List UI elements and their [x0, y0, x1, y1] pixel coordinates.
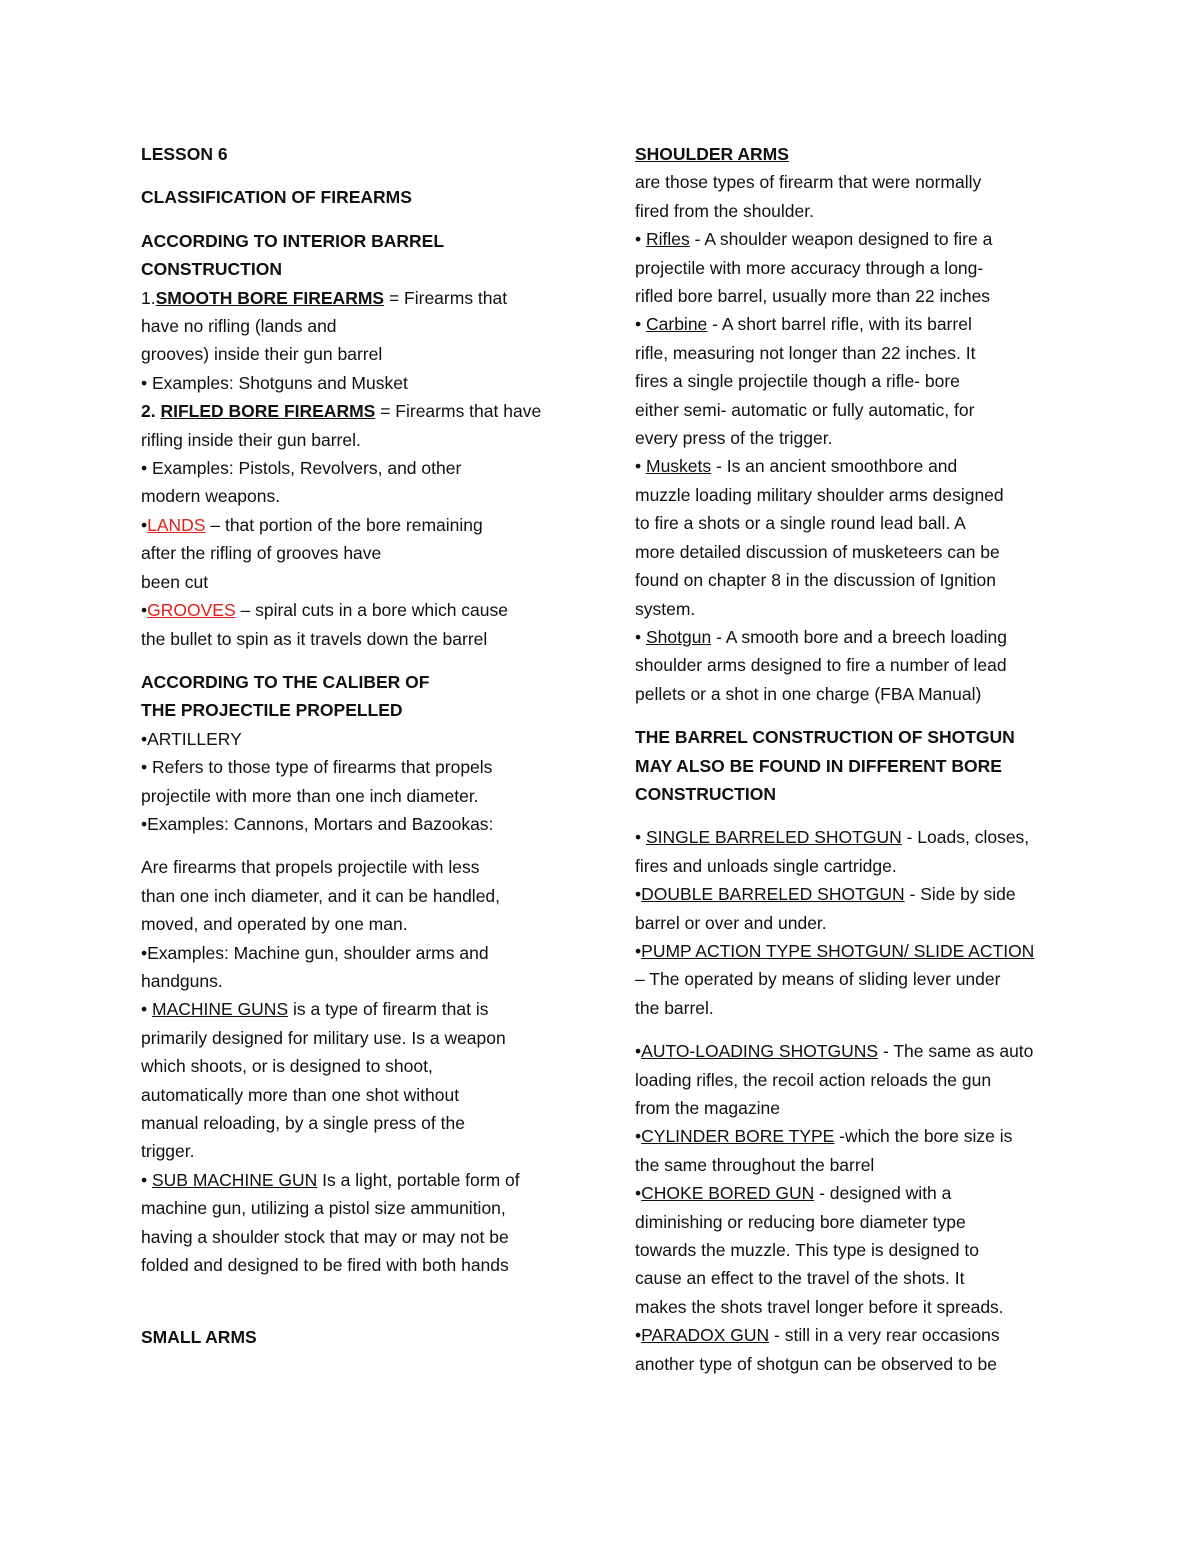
item-number: 2. [141, 401, 161, 422]
caliber-heading-line: THE PROJECTILE PROPELLED [141, 700, 403, 721]
bullet: • [635, 1126, 642, 1147]
entry-text: diminishing or reducing bore diameter type [635, 1211, 966, 1232]
interior-heading-line: CONSTRUCTION [141, 259, 282, 280]
bullet: • [635, 456, 646, 477]
entry-text: rifle, measuring not longer than 22 inches. It [635, 342, 976, 363]
entry-text: makes the shots travel longer before it spreads. [635, 1296, 1004, 1317]
entry-text: fires and unloads single cartridge. [635, 855, 897, 876]
interior-heading-line: ACCORDING TO INTERIOR BARREL [141, 230, 445, 251]
entry-text: rifled bore barrel, usually more than 22 inches [635, 286, 991, 307]
entry-text: manual reloading, by a single press of the [141, 1113, 465, 1133]
entry-text: projectile with more accuracy through a long- [635, 257, 984, 278]
entry-text: machine gun, utilizing a pistol size ammunition, [141, 1198, 506, 1219]
entry-text: loading rifles, the recoil action reloads the gun [635, 1069, 992, 1090]
bullet: • [635, 626, 646, 647]
entry-text: from the magazine [635, 1098, 780, 1118]
single-barreled-term: SINGLE BARRELED SHOTGUN [646, 827, 902, 848]
entry-text: is a type of firearm that is [288, 999, 489, 1020]
entry-text: - Side by side [904, 884, 1016, 905]
muskets-term: Muskets [646, 456, 712, 477]
entry-text: more detailed discussion of musketeers can be [635, 541, 1000, 562]
entry-text: = Firearms that have [375, 401, 542, 422]
entry-text: - A short barrel rifle, with its barrel [707, 314, 972, 335]
bullet: • [141, 999, 152, 1020]
auto-loading-entry [635, 1037, 1067, 1065]
entry-text: barrel or over and under. [635, 912, 827, 933]
entry-text: shoulder arms designed to fire a number of lead [635, 655, 1007, 676]
grooves-entry [141, 596, 573, 624]
entry-text: towards the muzzle. This type is designed to [635, 1240, 980, 1261]
rifled-bore-entry [141, 397, 573, 425]
barrel-heading-line: THE BARREL CONSTRUCTION OF SHOTGUN [635, 727, 1015, 748]
lands-entry [141, 511, 573, 539]
sub-machine-gun-term: SUB MACHINE GUN [152, 1169, 318, 1190]
classification-heading: CLASSIFICATION OF FIREARMS [141, 187, 412, 208]
entry-text: - designed with a [814, 1183, 952, 1204]
entry-text: Is a light, portable form of [317, 1169, 520, 1190]
entry-text: primarily designed for military use. Is a weapon [141, 1027, 506, 1048]
small-arms-desc-line: handguns. [141, 970, 223, 991]
entry-text: after the rifling of grooves have [141, 543, 382, 564]
entry-text: to fire a shots or a single round lead ball. A [635, 513, 966, 534]
barrel-heading-line: MAY ALSO BE FOUND IN DIFFERENT BORE [635, 755, 1002, 776]
bullet: • [635, 884, 642, 905]
machine-guns-entry [141, 995, 573, 1023]
paradox-gun-term: PARADOX GUN [641, 1325, 770, 1346]
entry-text: the barrel. [635, 997, 714, 1018]
cylinder-bore-entry [635, 1122, 1067, 1150]
entry-text: = Firearms that [384, 287, 508, 308]
lesson-title: LESSON 6 [141, 144, 228, 164]
single-barreled-entry [635, 823, 1067, 851]
left-column [141, 140, 573, 1352]
bullet: • [635, 1325, 642, 1346]
entry-text: pellets or a shot in one charge (FBA Manual) [635, 683, 982, 704]
small-arms-desc-line: than one inch diameter, and it can be handled, [141, 885, 501, 906]
small-arms-heading: SMALL ARMS [141, 1327, 257, 1348]
entry-text: - still in a very rear occasions [769, 1325, 1000, 1346]
bullet: • [141, 1169, 152, 1190]
bullet: • [141, 514, 148, 535]
entry-text: – The operated by means of sliding lever under [635, 969, 1001, 990]
bullet: • [635, 1041, 642, 1062]
shotgun-entry [635, 623, 1067, 651]
entry-text: fired from the shoulder. [635, 200, 814, 221]
choke-bored-term: CHOKE BORED GUN [641, 1183, 815, 1204]
small-arms-desc-line: •Examples: Machine gun, shoulder arms and [141, 942, 489, 963]
bullet: • [141, 600, 148, 621]
item-number: 1. [141, 287, 156, 308]
entry-text: have no rifling (lands and [141, 316, 337, 337]
auto-loading-term: AUTO-LOADING SHOTGUNS [641, 1041, 879, 1062]
example-line: • Examples: Pistols, Revolvers, and other [141, 458, 462, 479]
entry-text: folded and designed to be fired with both hands [141, 1255, 509, 1276]
entry-text: muzzle loading military shoulder arms designed [635, 484, 1004, 505]
entry-text: another type of shotgun can be observed to be [635, 1353, 997, 1374]
entry-text: the same throughout the barrel [635, 1154, 875, 1175]
double-barreled-entry [635, 880, 1067, 908]
rifles-entry [635, 225, 1067, 253]
entry-text: - A smooth bore and a breech loading [711, 626, 1007, 647]
entry-text: system. [635, 598, 696, 619]
entry-text: cause an effect to the travel of the shots. It [635, 1268, 965, 1289]
rifled-bore-term: RIFLED BORE FIREARMS [160, 401, 376, 422]
artillery-line: •ARTILLERY [141, 728, 242, 749]
carbine-entry [635, 310, 1067, 338]
small-arms-desc-line: moved, and operated by one man. [141, 914, 408, 935]
entry-text: automatically more than one shot without [141, 1084, 460, 1105]
entry-text: the bullet to spin as it travels down the barrel [141, 628, 488, 649]
muskets-entry [635, 452, 1067, 480]
shoulder-arms-heading: SHOULDER ARMS [635, 144, 789, 164]
entry-text: - The same as auto [878, 1041, 1034, 1062]
grooves-term: GROOVES [147, 600, 236, 621]
entry-text: having a shoulder stock that may or may not be [141, 1226, 509, 1247]
bullet: • [635, 314, 646, 335]
entry-text: which shoots, or is designed to shoot, [141, 1056, 433, 1077]
entry-text: rifling inside their gun barrel. [141, 429, 361, 450]
entry-text: – that portion of the bore remaining [205, 514, 483, 535]
rifles-term: Rifles [646, 229, 690, 250]
pump-action-term: PUMP ACTION TYPE SHOTGUN/ SLIDE ACTION [641, 940, 1035, 961]
double-barreled-term: DOUBLE BARRELED SHOTGUN [641, 884, 905, 905]
pump-action-entry [635, 937, 1067, 965]
artillery-line: • Refers to those type of firearms that propels [141, 757, 493, 778]
right-column [635, 140, 1067, 1378]
sub-machine-gun-entry [141, 1166, 573, 1194]
small-arms-desc-line: Are firearms that propels projectile with less [141, 857, 480, 878]
entry-text: - A shoulder weapon designed to fire a [689, 229, 993, 250]
bullet: • [635, 229, 646, 250]
entry-text: found on chapter 8 in the discussion of Ignition [635, 570, 996, 591]
barrel-heading-line: CONSTRUCTION [635, 783, 776, 804]
entry-text: -which the bore size is [834, 1126, 1013, 1147]
lands-term: LANDS [147, 514, 206, 535]
artillery-line: projectile with more than one inch diameter. [141, 785, 479, 806]
smooth-bore-term: SMOOTH BORE FIREARMS [155, 287, 385, 308]
bullet: • [635, 940, 642, 961]
carbine-term: Carbine [646, 314, 708, 335]
entry-text: trigger. [141, 1141, 195, 1162]
smooth-bore-entry [141, 284, 573, 312]
entry-text: been cut [141, 571, 209, 592]
entry-text: are those types of firearm that were normally [635, 172, 982, 193]
entry-text: - Is an ancient smoothbore and [711, 456, 958, 477]
bullet: • [635, 1183, 642, 1204]
bullet: • [635, 827, 646, 848]
choke-bored-entry [635, 1179, 1067, 1207]
example-line: • Examples: Shotguns and Musket [141, 372, 408, 393]
entry-text: – spiral cuts in a bore which cause [235, 600, 509, 621]
artillery-line: •Examples: Cannons, Mortars and Bazookas: [141, 813, 494, 834]
shotgun-term: Shotgun [646, 626, 712, 647]
paradox-gun-entry [635, 1321, 1067, 1349]
machine-guns-term: MACHINE GUNS [152, 999, 289, 1020]
entry-text: fires a single projectile though a rifle- bore [635, 371, 960, 392]
entry-text: every press of the trigger. [635, 428, 833, 449]
entry-text: - Loads, closes, [901, 827, 1030, 848]
caliber-heading-line: ACCORDING TO THE CALIBER OF [141, 671, 430, 692]
entry-text: either semi- automatic or fully automatic, for [635, 399, 975, 420]
example-line: modern weapons. [141, 486, 281, 507]
entry-text: grooves) inside their gun barrel [141, 344, 383, 365]
cylinder-bore-term: CYLINDER BORE TYPE [641, 1126, 835, 1147]
